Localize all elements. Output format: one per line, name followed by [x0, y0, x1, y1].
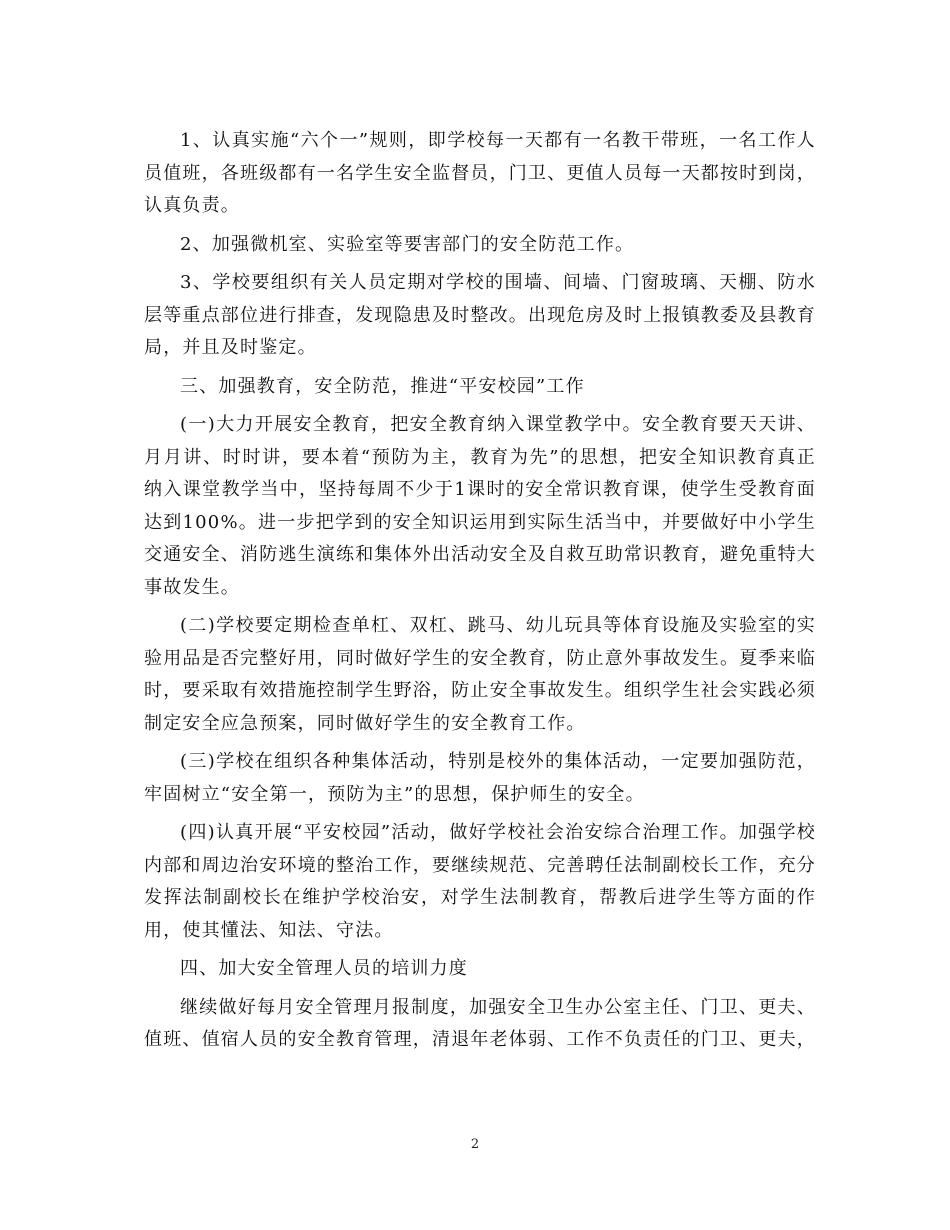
document-body: [144, 125, 816, 1063]
paragraph-key-departments: 2、加强微机室、实验室等要害部门的安全防范工作。: [180, 233, 635, 255]
paragraph-group-activities: (三)学校在组织各种集体活动，特别是校外的集体活动，一定要加强防范，牢固树立“安全第一，预防为主”的思想，保护师生的安全。: [144, 751, 816, 805]
paragraph-staff-training: 继续做好每月安全管理月报制度，加强安全卫生办公室主任、门卫、更夫、值班、值宿人员的安全教育管理，清退年老体弱、工作不负责任的门卫、更夫，: [144, 996, 816, 1050]
paragraph-rule-six-ones: 1、认真实施“六个一”规则，即学校每一天都有一名教干带班，一名工作人员值班，各班级都有一名学生安全监督员，门卫、更值人员每一天都按时到岗，认真负责。: [144, 130, 816, 216]
page-number: 2: [470, 1137, 480, 1152]
paragraph-safe-campus: (四)认真开展“平安校园”活动，做好学校社会治安综合治理工作。加强学校内部和周边治安环境的整治工作，要继续规范、完善聘任法制副校长工作，充分发挥法制副校长在维护学校治安，对学生法制教育，帮教后进学生等方面的作用，使其懂法、知法、守法。: [144, 822, 816, 941]
paragraph-inspection: 3、学校要组织有关人员定期对学校的围墙、间墙、门窗玻璃、天棚、防水层等重点部位进行排查，发现隐患及时整改。出现危房及时上报镇教委及县教育局，并且及时鉴定。: [144, 272, 816, 358]
section-heading-4: 四、加大安全管理人员的培训力度: [180, 958, 468, 979]
paragraph-facility-checks: (二)学校要定期检查单杠、双杠、跳马、幼儿玩具等体育设施及实验室的实验用品是否完整好用，同时做好学生的安全教育，防止意外事故发生。夏季来临时，要采取有效措施控制学生野浴，防止安全事故发生。组织学生社会实践必须制定安全应急预案，同时做好学生的安全教育工作。: [144, 615, 816, 734]
paragraph-safety-education: (一)大力开展安全教育，把安全教育纳入课堂教学中。安全教育要天天讲、月月讲、时时讲，要本着“预防为主，教育为先”的思想，把安全知识教育真正纳入课堂教学当中，坚持每周不少于1课时的安全常识教育课，使学生受教育面达到100%。进一步把学到的安全知识运用到实际生活当中，并要做好中小学生交通安全、消防逃生演练和集体外出活动安全及自救互助常识教育，避免重特大事故发生。: [144, 414, 816, 598]
section-heading-3: 三、加强教育，安全防范，推进“平安校园”工作: [180, 375, 585, 397]
